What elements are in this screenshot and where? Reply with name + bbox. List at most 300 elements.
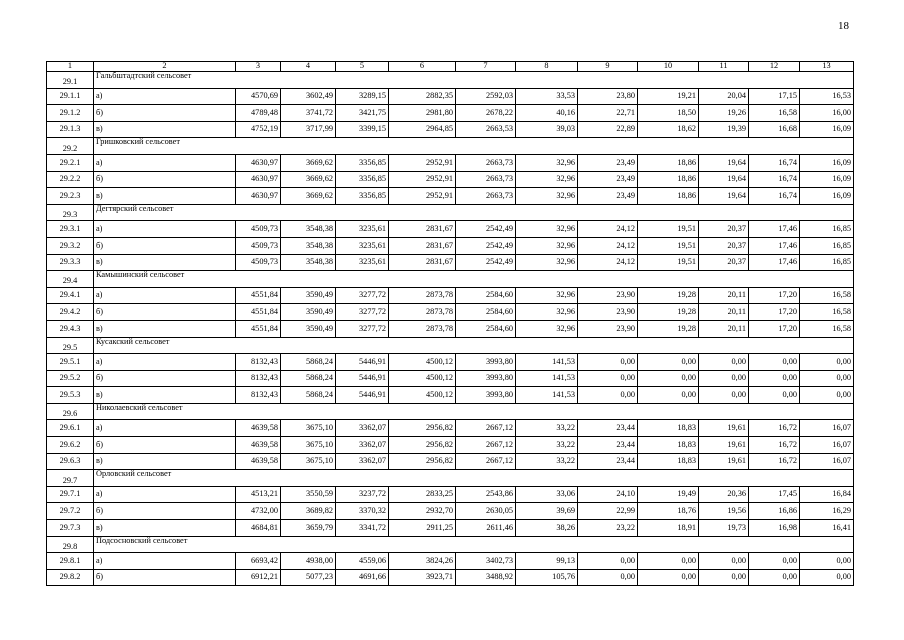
value-cell: 18,62 (638, 121, 699, 138)
value-cell: 2833,25 (389, 486, 456, 503)
value-cell: 17,46 (749, 221, 800, 238)
value-cell: 23,90 (578, 287, 638, 304)
value-cell: 2882,35 (389, 88, 456, 105)
tariff-table (46, 61, 854, 586)
value-cell: 23,44 (578, 420, 638, 437)
value-cell: 0,00 (638, 370, 699, 387)
section-row (47, 470, 854, 487)
value-cell: 6912,21 (236, 569, 281, 586)
value-cell: 18,83 (638, 437, 699, 454)
section-name: Николаевский сельсовет (94, 403, 854, 420)
section-code: 29.7 (47, 470, 94, 487)
value-cell: 4630,97 (236, 154, 281, 171)
value-cell: 141,53 (516, 354, 578, 371)
value-cell: 3741,72 (281, 105, 336, 122)
value-cell: 3669,62 (281, 171, 336, 188)
value-cell: 32,96 (516, 154, 578, 171)
value-cell: 2956,82 (389, 453, 456, 470)
row-variant: в) (94, 121, 236, 138)
column-number-cell: 3 (236, 62, 281, 72)
row-variant: в) (94, 188, 236, 205)
table-row (47, 354, 854, 371)
value-cell: 0,00 (578, 354, 638, 371)
value-cell: 5868,24 (281, 370, 336, 387)
value-cell: 3277,72 (336, 287, 389, 304)
value-cell: 0,00 (800, 569, 854, 586)
value-cell: 2611,46 (456, 520, 516, 537)
row-code: 29.8.1 (47, 553, 94, 570)
section-code: 29.8 (47, 536, 94, 553)
value-cell: 105,76 (516, 569, 578, 586)
value-cell: 4684,81 (236, 520, 281, 537)
section-code: 29.6 (47, 403, 94, 420)
value-cell: 2663,53 (456, 121, 516, 138)
value-cell: 23,44 (578, 437, 638, 454)
value-cell: 4570,69 (236, 88, 281, 105)
value-cell: 4639,58 (236, 453, 281, 470)
value-cell: 3675,10 (281, 420, 336, 437)
value-cell: 17,15 (749, 88, 800, 105)
value-cell: 3824,26 (389, 553, 456, 570)
table-row (47, 420, 854, 437)
value-cell: 4551,84 (236, 287, 281, 304)
value-cell: 20,37 (699, 237, 749, 254)
value-cell: 19,64 (699, 188, 749, 205)
value-cell: 16,00 (800, 105, 854, 122)
value-cell: 19,28 (638, 320, 699, 337)
value-cell: 3923,71 (389, 569, 456, 586)
row-code: 29.4.1 (47, 287, 94, 304)
value-cell: 0,00 (578, 370, 638, 387)
column-number-cell: 1 (47, 62, 94, 72)
value-cell: 5077,23 (281, 569, 336, 586)
row-variant: в) (94, 254, 236, 271)
page-number: 18 (838, 20, 849, 32)
column-number-cell: 2 (94, 62, 236, 72)
value-cell: 4551,84 (236, 304, 281, 321)
value-cell: 4559,06 (336, 553, 389, 570)
value-cell: 2584,60 (456, 287, 516, 304)
value-cell: 24,10 (578, 486, 638, 503)
value-cell: 2981,80 (389, 105, 456, 122)
value-cell: 4509,73 (236, 254, 281, 271)
value-cell: 0,00 (699, 569, 749, 586)
row-code: 29.1.3 (47, 121, 94, 138)
value-cell: 16,09 (800, 121, 854, 138)
value-cell: 16,41 (800, 520, 854, 537)
value-cell: 2831,67 (389, 237, 456, 254)
value-cell: 3488,92 (456, 569, 516, 586)
row-variant: а) (94, 221, 236, 238)
value-cell: 3289,15 (336, 88, 389, 105)
value-cell: 3675,10 (281, 437, 336, 454)
value-cell: 3590,49 (281, 287, 336, 304)
value-cell: 16,84 (800, 486, 854, 503)
table-row (47, 320, 854, 337)
value-cell: 2873,78 (389, 287, 456, 304)
row-code: 29.1.2 (47, 105, 94, 122)
section-code: 29.4 (47, 271, 94, 288)
value-cell: 3356,85 (336, 188, 389, 205)
value-cell: 16,68 (749, 121, 800, 138)
value-cell: 20,36 (699, 486, 749, 503)
value-cell: 3237,72 (336, 486, 389, 503)
value-cell: 32,96 (516, 188, 578, 205)
value-cell: 20,04 (699, 88, 749, 105)
value-cell: 5446,91 (336, 370, 389, 387)
section-row (47, 536, 854, 553)
column-number-cell: 13 (800, 62, 854, 72)
value-cell: 0,00 (638, 553, 699, 570)
section-row (47, 138, 854, 155)
value-cell: 5446,91 (336, 387, 389, 404)
value-cell: 2952,91 (389, 171, 456, 188)
row-code: 29.5.3 (47, 387, 94, 404)
row-code: 29.4.2 (47, 304, 94, 321)
value-cell: 0,00 (800, 370, 854, 387)
row-variant: а) (94, 88, 236, 105)
value-cell: 0,00 (749, 370, 800, 387)
value-cell: 16,72 (749, 437, 800, 454)
value-cell: 16,72 (749, 453, 800, 470)
column-number-cell: 8 (516, 62, 578, 72)
value-cell: 0,00 (749, 354, 800, 371)
row-code: 29.4.3 (47, 320, 94, 337)
value-cell: 23,90 (578, 304, 638, 321)
row-variant: б) (94, 503, 236, 520)
value-cell: 3235,61 (336, 237, 389, 254)
value-cell: 3548,38 (281, 221, 336, 238)
value-cell: 4509,73 (236, 237, 281, 254)
value-cell: 0,00 (699, 387, 749, 404)
row-variant: б) (94, 437, 236, 454)
row-variant: в) (94, 387, 236, 404)
section-row (47, 403, 854, 420)
value-cell: 20,11 (699, 304, 749, 321)
value-cell: 4732,00 (236, 503, 281, 520)
row-variant: б) (94, 105, 236, 122)
value-cell: 33,22 (516, 437, 578, 454)
value-cell: 0,00 (578, 569, 638, 586)
value-cell: 16,07 (800, 420, 854, 437)
value-cell: 23,44 (578, 453, 638, 470)
value-cell: 2956,82 (389, 437, 456, 454)
value-cell: 16,09 (800, 171, 854, 188)
value-cell: 39,69 (516, 503, 578, 520)
value-cell: 32,96 (516, 304, 578, 321)
value-cell: 3993,80 (456, 354, 516, 371)
value-cell: 2584,60 (456, 304, 516, 321)
column-number-cell: 12 (749, 62, 800, 72)
value-cell: 16,74 (749, 188, 800, 205)
value-cell: 3421,75 (336, 105, 389, 122)
value-cell: 24,12 (578, 221, 638, 238)
section-name: Орловский сельсовет (94, 470, 854, 487)
table-row (47, 105, 854, 122)
value-cell: 20,11 (699, 320, 749, 337)
value-cell: 5868,24 (281, 354, 336, 371)
value-cell: 4691,66 (336, 569, 389, 586)
value-cell: 24,12 (578, 254, 638, 271)
value-cell: 4500,12 (389, 387, 456, 404)
value-cell: 4752,19 (236, 121, 281, 138)
value-cell: 19,64 (699, 154, 749, 171)
value-cell: 2667,12 (456, 420, 516, 437)
section-name: Камышинский сельсовет (94, 271, 854, 288)
value-cell: 33,06 (516, 486, 578, 503)
value-cell: 2831,67 (389, 221, 456, 238)
value-cell: 17,45 (749, 486, 800, 503)
value-cell: 2630,05 (456, 503, 516, 520)
value-cell: 2542,49 (456, 237, 516, 254)
value-cell: 22,71 (578, 105, 638, 122)
value-cell: 2663,73 (456, 154, 516, 171)
table-body (47, 62, 854, 586)
row-code: 29.7.3 (47, 520, 94, 537)
value-cell: 2678,22 (456, 105, 516, 122)
value-cell: 3362,07 (336, 437, 389, 454)
table-row (47, 221, 854, 238)
value-cell: 0,00 (749, 569, 800, 586)
value-cell: 2952,91 (389, 154, 456, 171)
column-number-cell: 7 (456, 62, 516, 72)
value-cell: 19,28 (638, 304, 699, 321)
value-cell: 16,58 (800, 320, 854, 337)
value-cell: 3399,15 (336, 121, 389, 138)
value-cell: 2663,73 (456, 188, 516, 205)
value-cell: 2964,85 (389, 121, 456, 138)
value-cell: 2831,67 (389, 254, 456, 271)
value-cell: 17,20 (749, 320, 800, 337)
value-cell: 0,00 (800, 553, 854, 570)
value-cell: 5868,24 (281, 387, 336, 404)
value-cell: 6693,42 (236, 553, 281, 570)
table-row (47, 154, 854, 171)
value-cell: 2542,49 (456, 254, 516, 271)
value-cell: 4639,58 (236, 437, 281, 454)
column-number-cell: 9 (578, 62, 638, 72)
row-variant: а) (94, 420, 236, 437)
row-code: 29.2.3 (47, 188, 94, 205)
table-row (47, 437, 854, 454)
row-code: 29.7.1 (47, 486, 94, 503)
value-cell: 16,85 (800, 237, 854, 254)
value-cell: 19,61 (699, 453, 749, 470)
value-cell: 19,64 (699, 171, 749, 188)
value-cell: 33,53 (516, 88, 578, 105)
value-cell: 19,49 (638, 486, 699, 503)
value-cell: 18,83 (638, 453, 699, 470)
value-cell: 0,00 (638, 387, 699, 404)
value-cell: 0,00 (749, 553, 800, 570)
column-number-cell: 4 (281, 62, 336, 72)
value-cell: 3717,99 (281, 121, 336, 138)
value-cell: 32,96 (516, 237, 578, 254)
section-name: Дегтярский сельсовет (94, 204, 854, 221)
value-cell: 3341,72 (336, 520, 389, 537)
row-code: 29.8.2 (47, 569, 94, 586)
row-variant: в) (94, 520, 236, 537)
value-cell: 3402,73 (456, 553, 516, 570)
value-cell: 0,00 (638, 354, 699, 371)
value-cell: 3993,80 (456, 370, 516, 387)
row-code: 29.3.3 (47, 254, 94, 271)
row-code: 29.6.3 (47, 453, 94, 470)
table-row (47, 553, 854, 570)
value-cell: 19,39 (699, 121, 749, 138)
value-cell: 3362,07 (336, 453, 389, 470)
value-cell: 39,03 (516, 121, 578, 138)
value-cell: 16,58 (749, 105, 800, 122)
section-row (47, 204, 854, 221)
value-cell: 8132,43 (236, 387, 281, 404)
value-cell: 17,46 (749, 254, 800, 271)
value-cell: 19,61 (699, 420, 749, 437)
value-cell: 3590,49 (281, 304, 336, 321)
value-cell: 8132,43 (236, 354, 281, 371)
value-cell: 3277,72 (336, 320, 389, 337)
table-row (47, 254, 854, 271)
section-code: 29.3 (47, 204, 94, 221)
table-row (47, 453, 854, 470)
value-cell: 3993,80 (456, 387, 516, 404)
row-code: 29.6.1 (47, 420, 94, 437)
value-cell: 17,46 (749, 237, 800, 254)
value-cell: 4513,21 (236, 486, 281, 503)
value-cell: 3669,62 (281, 188, 336, 205)
value-cell: 19,51 (638, 221, 699, 238)
row-variant: б) (94, 370, 236, 387)
value-cell: 18,86 (638, 171, 699, 188)
value-cell: 4938,00 (281, 553, 336, 570)
value-cell: 2543,86 (456, 486, 516, 503)
value-cell: 3669,62 (281, 154, 336, 171)
value-cell: 0,00 (699, 553, 749, 570)
value-cell: 3356,85 (336, 154, 389, 171)
table-row (47, 503, 854, 520)
value-cell: 4630,97 (236, 171, 281, 188)
row-variant: б) (94, 304, 236, 321)
value-cell: 33,22 (516, 453, 578, 470)
value-cell: 141,53 (516, 387, 578, 404)
value-cell: 2873,78 (389, 304, 456, 321)
value-cell: 19,21 (638, 88, 699, 105)
value-cell: 22,89 (578, 121, 638, 138)
row-code: 29.3.1 (47, 221, 94, 238)
value-cell: 16,07 (800, 453, 854, 470)
value-cell: 22,99 (578, 503, 638, 520)
value-cell: 16,09 (800, 188, 854, 205)
value-cell: 23,49 (578, 154, 638, 171)
value-cell: 17,20 (749, 287, 800, 304)
value-cell: 19,73 (699, 520, 749, 537)
row-code: 29.5.1 (47, 354, 94, 371)
column-number-cell: 5 (336, 62, 389, 72)
value-cell: 18,50 (638, 105, 699, 122)
column-number-cell: 6 (389, 62, 456, 72)
section-row (47, 72, 854, 89)
value-cell: 2667,12 (456, 437, 516, 454)
value-cell: 32,96 (516, 287, 578, 304)
value-cell: 3590,49 (281, 320, 336, 337)
value-cell: 0,00 (800, 354, 854, 371)
row-code: 29.6.2 (47, 437, 94, 454)
value-cell: 2542,49 (456, 221, 516, 238)
value-cell: 2873,78 (389, 320, 456, 337)
row-variant: б) (94, 237, 236, 254)
table-row (47, 171, 854, 188)
row-variant: в) (94, 320, 236, 337)
value-cell: 16,74 (749, 171, 800, 188)
value-cell: 0,00 (578, 553, 638, 570)
value-cell: 16,85 (800, 254, 854, 271)
value-cell: 0,00 (578, 387, 638, 404)
value-cell: 16,07 (800, 437, 854, 454)
column-number-cell: 10 (638, 62, 699, 72)
row-variant: а) (94, 486, 236, 503)
table-row (47, 237, 854, 254)
section-name: Кусакский сельсовет (94, 337, 854, 354)
row-code: 29.2.2 (47, 171, 94, 188)
value-cell: 2663,73 (456, 171, 516, 188)
value-cell: 32,96 (516, 171, 578, 188)
value-cell: 2667,12 (456, 453, 516, 470)
value-cell: 3370,32 (336, 503, 389, 520)
row-variant: б) (94, 171, 236, 188)
value-cell: 141,53 (516, 370, 578, 387)
value-cell: 20,37 (699, 254, 749, 271)
column-number-cell: 11 (699, 62, 749, 72)
value-cell: 2584,60 (456, 320, 516, 337)
table-row (47, 486, 854, 503)
row-variant: а) (94, 287, 236, 304)
value-cell: 4500,12 (389, 370, 456, 387)
value-cell: 0,00 (699, 370, 749, 387)
value-cell: 23,90 (578, 320, 638, 337)
value-cell: 4630,97 (236, 188, 281, 205)
table-row (47, 304, 854, 321)
value-cell: 19,51 (638, 254, 699, 271)
table-row (47, 569, 854, 586)
value-cell: 32,96 (516, 320, 578, 337)
section-name: Гальбштадтский сельсовет (94, 72, 854, 89)
value-cell: 4789,48 (236, 105, 281, 122)
value-cell: 32,96 (516, 221, 578, 238)
value-cell: 38,26 (516, 520, 578, 537)
section-code: 29.2 (47, 138, 94, 155)
value-cell: 32,96 (516, 254, 578, 271)
value-cell: 3235,61 (336, 221, 389, 238)
value-cell: 16,58 (800, 304, 854, 321)
value-cell: 3550,59 (281, 486, 336, 503)
value-cell: 0,00 (749, 387, 800, 404)
value-cell: 18,86 (638, 154, 699, 171)
row-code: 29.5.2 (47, 370, 94, 387)
value-cell: 8132,43 (236, 370, 281, 387)
column-number-row (47, 62, 854, 72)
value-cell: 0,00 (638, 569, 699, 586)
value-cell: 3362,07 (336, 420, 389, 437)
table-row (47, 370, 854, 387)
value-cell: 16,29 (800, 503, 854, 520)
value-cell: 4509,73 (236, 221, 281, 238)
value-cell: 18,76 (638, 503, 699, 520)
table-row (47, 121, 854, 138)
value-cell: 16,86 (749, 503, 800, 520)
value-cell: 3277,72 (336, 304, 389, 321)
row-code: 29.7.2 (47, 503, 94, 520)
value-cell: 16,58 (800, 287, 854, 304)
